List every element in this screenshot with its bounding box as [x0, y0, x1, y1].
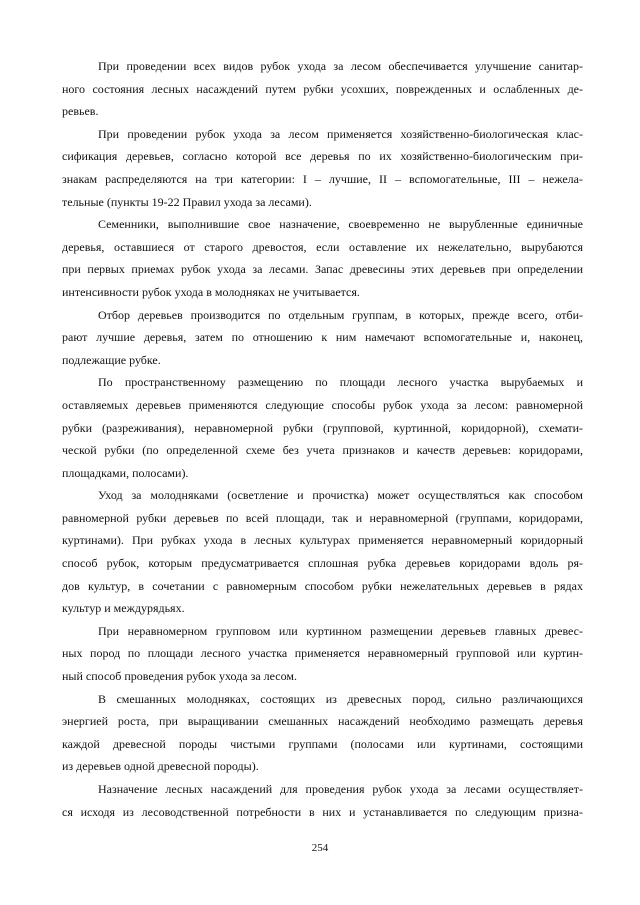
paragraph — [62, 213, 583, 303]
text-line: из деревьев одной древесной породы). — [62, 759, 259, 774]
document-body — [62, 55, 583, 823]
text-line: рубки (разреживания), неравномерной рубки (групповой, куртинной, коридорной), схемати- — [62, 420, 583, 435]
paragraph — [62, 304, 583, 372]
text-line: Уход за молодняками (осветление и прочистка) может осуществляться как способом — [98, 488, 583, 503]
paragraph — [62, 371, 583, 484]
text-line: подлежащие рубке. — [62, 352, 161, 367]
text-line: деревья, оставшиеся от старого древостоя, если оставление их нежелательно, вырубаются — [62, 239, 583, 254]
text-line: дов культур, в сочетании с равномерным способом рубки нежелательных деревьев в рядах — [62, 578, 583, 593]
text-line: равномерной рубки деревьев по всей площади, так и неравномерной (группами, коридорами, — [62, 510, 583, 525]
text-line: При проведении рубок ухода за лесом применяется хозяйственно-биологическая клас- — [98, 126, 583, 141]
text-line: В смешанных молодняках, состоящих из древесных пород, сильно различающихся — [98, 691, 583, 706]
text-line: оставляемых деревьев применяются следующие способы рубок ухода за лесом: равномерной — [62, 397, 583, 412]
paragraph — [62, 778, 583, 823]
text-line: рают лучшие деревья, затем по отношению к ним намечают вспомогательные и, наконец, — [62, 330, 583, 345]
text-line: По пространственному размещению по площади лесного участка вырубаемых и — [98, 375, 583, 390]
text-line: сификация деревьев, согласно которой все деревья по их хозяйственно-биологическим при- — [62, 149, 583, 164]
text-line: знакам распределяются на три категории: I – лучшие, II – вспомогательные, III – нежела- — [62, 171, 583, 186]
paragraph — [62, 688, 583, 778]
text-line: Назначение лесных насаждений для проведения рубок ухода за лесами осуществляет- — [98, 782, 583, 796]
paragraph — [62, 123, 583, 213]
text-line: энергией роста, при выращивании смешанных насаждений необходимо размещать деревья — [62, 714, 583, 729]
text-line: ных пород по площади лесного участка применяется неравномерный групповой или куртин- — [62, 646, 583, 661]
text-line: ный способ проведения рубок ухода за лесом. — [62, 669, 297, 684]
page-number: 254 — [311, 842, 329, 854]
text-line: способ рубок, которым предусматривается сплошная рубка деревьев коридорами вдоль ря- — [62, 556, 583, 571]
text-line: При неравномерном групповом или куртинном размещении деревьев главных древес- — [98, 623, 583, 638]
text-line: Семенники, выполнившие свое назначение, своевременно не вырубленные единичные — [98, 217, 583, 232]
text-line: Отбор деревьев производится по отдельным группам, в которых, прежде всего, отби- — [98, 307, 583, 322]
text-line: культур и междурядьях. — [62, 601, 185, 616]
text-line: ного состояния лесных насаждений путем рубки усохших, поврежденных и ослабленных де- — [62, 81, 583, 96]
paragraph — [62, 55, 583, 123]
text-line: площадками, полосами). — [62, 465, 189, 480]
text-line: куртинами). При рубках ухода в лесных культурах применяется неравномерный коридорный — [62, 533, 583, 548]
text-line: ческой рубки (по определенной схеме без учета признаков и качеств деревьев: коридорами, — [62, 443, 583, 458]
text-line: ревьев. — [62, 104, 99, 119]
text-line: ся исходя из лесоводственной потребности в них и устанавливается по следующим призна- — [62, 804, 583, 819]
text-line: При проведении всех видов рубок ухода за лесом обеспечивается улучшение санитар- — [98, 59, 583, 73]
text-line: при первых приемах рубок ухода за лесами. Запас древесины этих деревьев при определении — [62, 262, 583, 277]
text-line: интенсивности рубок ухода в молодняках не учитывается. — [62, 284, 360, 299]
text-line: каждой древесной породы чистыми группами (полосами или куртинами, состоящими — [62, 736, 583, 751]
text-line: тельные (пункты 19-22 Правил ухода за лесами). — [62, 194, 312, 209]
paragraph — [62, 620, 583, 688]
paragraph — [62, 484, 583, 620]
